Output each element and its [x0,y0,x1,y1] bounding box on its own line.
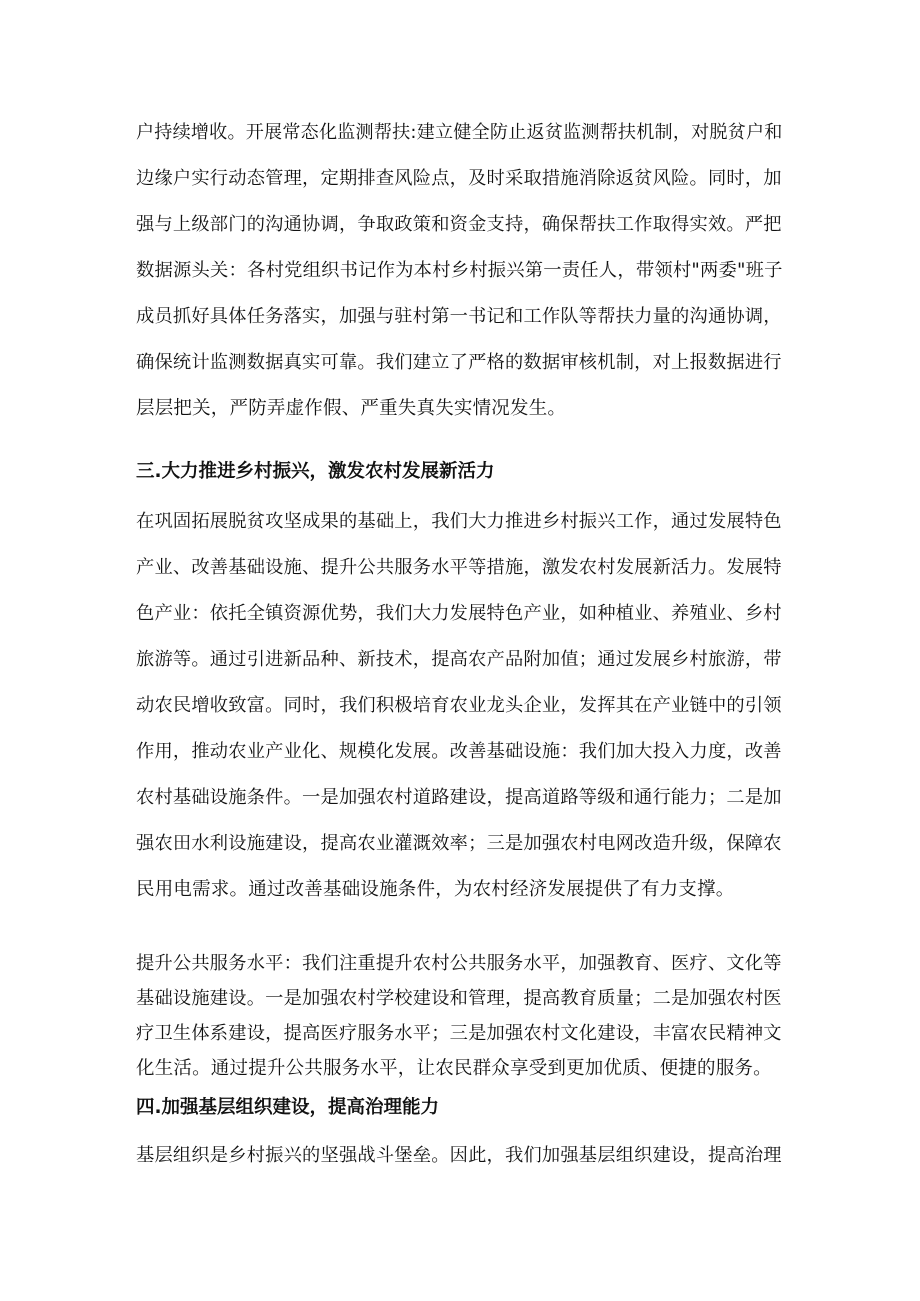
paragraph-line: 基础设施建设。一是加强农村学校建设和管理，提高教育质量；二是加强农村医 [136,988,782,1009]
paragraph-line: 确保统计监测数据真实可靠。我们建立了严格的数据审核机制，对上报数据进行 [136,352,782,373]
paragraph-line: 强与上级部门的沟通协调，争取政策和资金支持，确保帮扶工作取得实效。严把 [136,214,782,235]
section-heading-3: 三.大力推进乡村振兴，激发农村发展新活力 [136,461,495,482]
paragraph-line: 提升公共服务水平：我们注重提升农村公共服务水平，加强教育、医疗、文化等 [136,953,782,974]
paragraph-line: 层层把关，严防弄虚作假、严重失真失实情况发生。 [136,398,567,419]
section-heading-4: 四.加强基层组织建设，提高治理能力 [136,1097,440,1118]
paragraph-line: 基层组织是乡村振兴的坚强战斗堡垒。因此，我们加强基层组织建设，提高治理 [136,1145,782,1166]
paragraph-rural-revitalization [136,499,786,913]
paragraph-line: 色产业：依托全镇资源优势，我们大力发展特色产业，如种植业、养殖业、乡村 [136,603,782,624]
paragraph-line: 化生活。通过提升公共服务水平，让农民群众享受到更加优质、便捷的服务。 [136,1058,772,1079]
paragraph-line: 强农田水利设施建设，提高农业灌溉效率；三是加强农村电网改造升级，保障农 [136,833,782,854]
paragraph-line: 成员抓好具体任务落实，加强与驻村第一书记和工作队等帮扶力量的沟通协调， [136,306,782,327]
paragraph-monitoring [136,110,786,432]
paragraph-line: 作用，推动农业产业化、规模化发展。改善基础设施：我们加大投入力度，改善 [136,741,782,762]
paragraph-line: 边缘户实行动态管理，定期排查风险点，及时采取措施消除返贫风险。同时，加 [136,168,782,189]
paragraph-line: 农村基础设施条件。一是加强农村道路建设，提高道路等级和通行能力；二是加 [136,787,782,808]
paragraph-line: 数据源头关：各村党组织书记作为本村乡村振兴第一责任人，带领村"两委"班子 [136,260,783,281]
paragraph-grassroots [136,1133,786,1179]
paragraph-line: 旅游等。通过引进新品种、新技术，提高农产品附加值；通过发展乡村旅游，带 [136,649,782,670]
paragraph-line: 疗卫生体系建设，提高医疗服务水平；三是加强农村文化建设，丰富农民精神文 [136,1023,782,1044]
paragraph-line: 在巩固拓展脱贫攻坚成果的基础上，我们大力推进乡村振兴工作，通过发展特色 [136,511,782,532]
paragraph-line: 民用电需求。通过改善基础设施条件，为农村经济发展提供了有力支撑。 [136,879,735,900]
paragraph-line: 动农民增收致富。同时，我们积极培育农业龙头企业，发挥其在产业链中的引领 [136,695,782,716]
paragraph-line: 户持续增收。开展常态化监测帮扶:建立健全防止返贫监测帮扶机制，对脱贫户和 [136,122,783,143]
paragraph-public-services [136,946,786,1086]
paragraph-line: 产业、改善基础设施、提升公共服务水平等措施，激发农村发展新活力。发展特 [136,557,782,578]
